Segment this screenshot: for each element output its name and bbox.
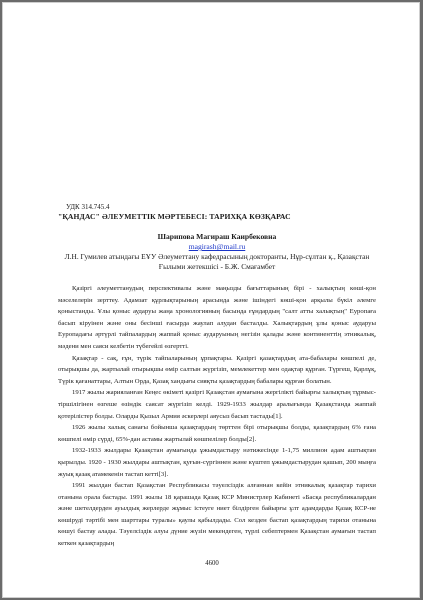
paragraph-1: Қазіргі әлеуметтанудың перспективалы және маңызды бағыттарының бірі - халықтың көші-қон мәселелерін зерттеу. Адамзат құрлықтарының арасында және ішіндегі көші-қон арқылы бүкіл әлемге қоныстанды. Ұлы қоныс аударуы жаңа хронологияның басында ғұндардың "салт атты халықтың" Еуропаға басып кіруінен және оны бесінші ғасырда жаулап алудан басталды. Халықтардың ұлы қоныс аударуы Еуропадағы әртүрлі тайпалардың жаппай қоныс аударуының негізін қалады және континенттің этникалық, мәдени мен саяси келбетін түбегейлі өзгертті. (58, 285, 376, 350)
article-title: "ҚАНДАС" ӘЛЕУМЕТТІК МӘРТЕБЕСІ: ТАРИХҚА КӨЗҚАРАС (58, 212, 291, 221)
paragraph-2: Қазақтар - сақ, ғұн, түрік тайпаларының ұрпақтары. Қазіргі қазақтардың ата-бабалары көшпелі де, отырықшы да, жартылай отырықшы өмір салтын жүргізіп, мемлекеттер мен одақтар құрған. Түргеш, Қарлұқ, Түрік қағанаттары, Алтын Орда, Қазақ хандығы сияқты қазақтардың бабалары құрған болатын. (58, 354, 376, 385)
author-name: Шарипова Магираш Каирбековна (157, 232, 277, 241)
udk-code: УДК 314.745.4 (66, 203, 110, 211)
article-content (58, 203, 376, 550)
supervisor-line: Ғылыми жетекшісі - Б.Ж. Смағамбет (158, 261, 276, 271)
document-page (2, 2, 420, 598)
article-body (58, 283, 376, 550)
page-number: 4600 (205, 560, 219, 567)
paragraph-4: 1926 жылы халық санағы бойынша қазақтардың төрттен бірі отырықшы болды, қазақтардың 6% ғана көшпелі өмір сүрді, 65%-дан астамы жартылай көшпелілер болды[2]. (58, 424, 376, 443)
author-email-link[interactable]: magirash@mail.ru (188, 242, 246, 251)
paragraph-3: 1917 жылы жарияланған Кеңес өкіметі қазіргі Қазақстан аумағына жергілікті байырғы халықтың тұрмыс-тіршілігінен өзгеше өзіндік саясат жүргізіп келді. 1929-1933 жылдар аралығында Қазақстанда жаппай қотерілістер болды. Оларды Қызыл Армия әскерлері аяусыз басып тастады[1]. (58, 389, 376, 420)
paragraph-5: 1932-1933 жылдары Қазақстан аумағында ұжымдастыру нәтижесінде 1-1,75 миллион адам аштықтан қырылды. 1920 - 1930 жылдары аштықтан, қуғын-сүргіннен және күштеп ұжымдастырудан қашып, 200 мыңға жуық қазақ атамекенін тастап кетті[3]. (58, 447, 376, 478)
author-affiliation: Л.Н. Гумилев атындағы ЕҰУ Әлеуметтану кафедрасының докторанты, Нұр-сұлтан қ., Қазақстан (64, 252, 370, 261)
paragraph-6: 1991 жылдан бастап Қазақстан Республикасы тәуелсіздік алғаннан кейін этникалық қазақтар тарихи отанына орала бастады. 1991 жылы 18 қарашада Қазақ КСР Министрлер Кабинеті «Басқа республикалардан және шетелдерден ауылдық жерлерде жұмыс істеуге ниет білдірген байырғы ұлт адамдарды Қазақ КСР-не көшіруді тәртібі мен шарттары туралы» қаулы қабылдады. Сол кезден бастап қазақтардың тарихи отанына көшуі бастау алады. Тәуелсіздік алуы дүние жүзін мекендеген, түрлі себептермен Қазақстан аумағын тастап кеткен қазақтардың (58, 482, 376, 548)
